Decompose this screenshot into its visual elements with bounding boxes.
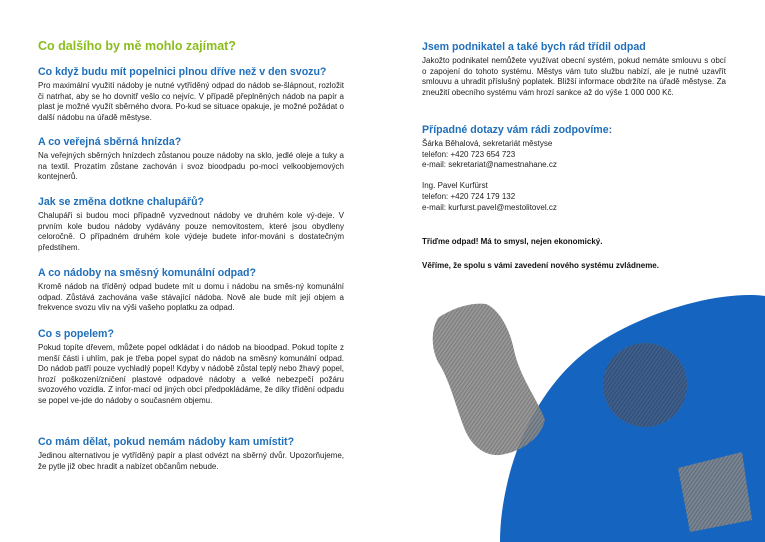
contact-name: Ing. Pavel Kurfürst [422, 181, 488, 191]
faq-section [38, 267, 344, 314]
faq-body: Kromě nádob na tříděný odpad budete mít u domu i nádobu na směs-ný komunální odpad. Zůstává zachována vaše stávající nádoba. Nově ale bude mít její objem a frekvence svozu vliv na výši vašeho poplatku za odpad. [38, 282, 344, 313]
slogan: Třiďme odpad! Má to smysl, nejen ekonomický. [422, 237, 603, 246]
faq-body: Pro maximální využití nádoby je nutné vytříděný odpad do nádob se-šlápnout, rozložit či natrhat, aby se ho dovnitř vešlo co nejvíc. V případě přeplněných nádob na papír a plast je možné využít sběrného dvora. Po-kud se situace opakuje, je možné požádat o další nádobu na úřadě městyse. [38, 81, 344, 122]
business-body: Jakožto podnikatel nemůžete využívat obecní systém, pokud nemáte smlouvu s obcí o zapojení do tohoto systému. Městys vám tuto službu nabízí, ale je nutné uzavřít smlouvu a uhradit příslušný poplatek. Bližší informace obdržíte na úřadě městyse. Za zneužití obecního systému vám hrozí sankce až do výše 1 000 000 Kč. [422, 56, 726, 97]
contact-email: e-mail: kurfurst.pavel@mestolitovel.cz [422, 202, 557, 212]
slogan: Věříme, že spolu s vámi zavedení nového systému zvládneme. [422, 261, 659, 270]
business-heading: Jsem podnikatel a také bych rád třídil odpad [422, 41, 646, 53]
faq-heading: A co veřejná sběrná hnízda? [38, 136, 182, 148]
blue-shape [500, 295, 765, 542]
faq-heading: Jak se změna dotkne chalupářů? [38, 196, 205, 208]
faq-heading: Co mám dělat, pokud nemám nádoby kam umístit? [38, 436, 295, 448]
faq-section [38, 66, 344, 123]
faq-section [38, 436, 344, 472]
faq-section [38, 196, 344, 253]
contacts-heading: Případné dotazy vám rádi zodpovíme: [422, 124, 613, 136]
page-title: Co dalšího by mě mohlo zajímat? [38, 39, 236, 53]
contacts-section [422, 124, 726, 213]
contact-email: e-mail: sekretariat@namestnahane.cz [422, 160, 557, 170]
contact-phone: telefon: +420 724 179 132 [422, 191, 516, 201]
faq-body: Na veřejných sběrných hnízdech zůstanou pouze nádoby na sklo, jedlé oleje a tuky a na textil. Prozatím zůstane zachován i svoz bioodpadu po-mocí velkoobjemových kontejnerů. [38, 151, 344, 182]
faq-heading: Co když budu mít popelnici plnou dříve než v den svozu? [38, 66, 327, 78]
contact-name: Šárka Běhalová, sekretariát městyse [422, 139, 553, 148]
box-shape [678, 452, 752, 532]
plastic-cup-shape [433, 304, 545, 455]
faq-section [38, 136, 344, 183]
faq-body: Pokud topíte dřevem, můžete popel odkládat i do nádob na bioodpad. Pokud topíte z menší části i uhlím, pak je třeba popel sypat do nádob na směsný komunální odpad. Do nádob patří pouze vychladlý popel! Kdyby v nádobě zůstal teplý nebo žhavý popel, hrozí poškození/zničení plastové odpadové nádoby a velké nebezpečí požáru svozového vozidla. Z infor-mací od jiných obcí předpokládáme, že díky třídění odpadu se popel ve-jde do nádoby o současném objemu. [38, 343, 344, 405]
business-section [422, 41, 726, 98]
contact-phone: telefon: +420 723 654 723 [422, 149, 516, 159]
faq-heading: A co nádoby na směsný komunální odpad? [38, 267, 256, 279]
faq-body: Chalupáři si budou moci případně vyzvednout nádoby ve druhém kole vý-deje. V prvním kole budou nádoby vydávány pouze nemovitostem, které jsou obydleny celoročně. O případném druhém kole výdeje budete infor-mováni s dostatečným předstihem. [38, 211, 344, 252]
faq-body: Jedinou alternativou je vytříděný papír a plast odvézt na sběrný dvůr. Upozorňujeme, že pytle již obec hradit a nabízet občanům nebude. [38, 451, 344, 471]
faq-section [38, 328, 344, 407]
ball-shape [603, 343, 687, 427]
faq-heading: Co s popelem? [38, 328, 114, 340]
